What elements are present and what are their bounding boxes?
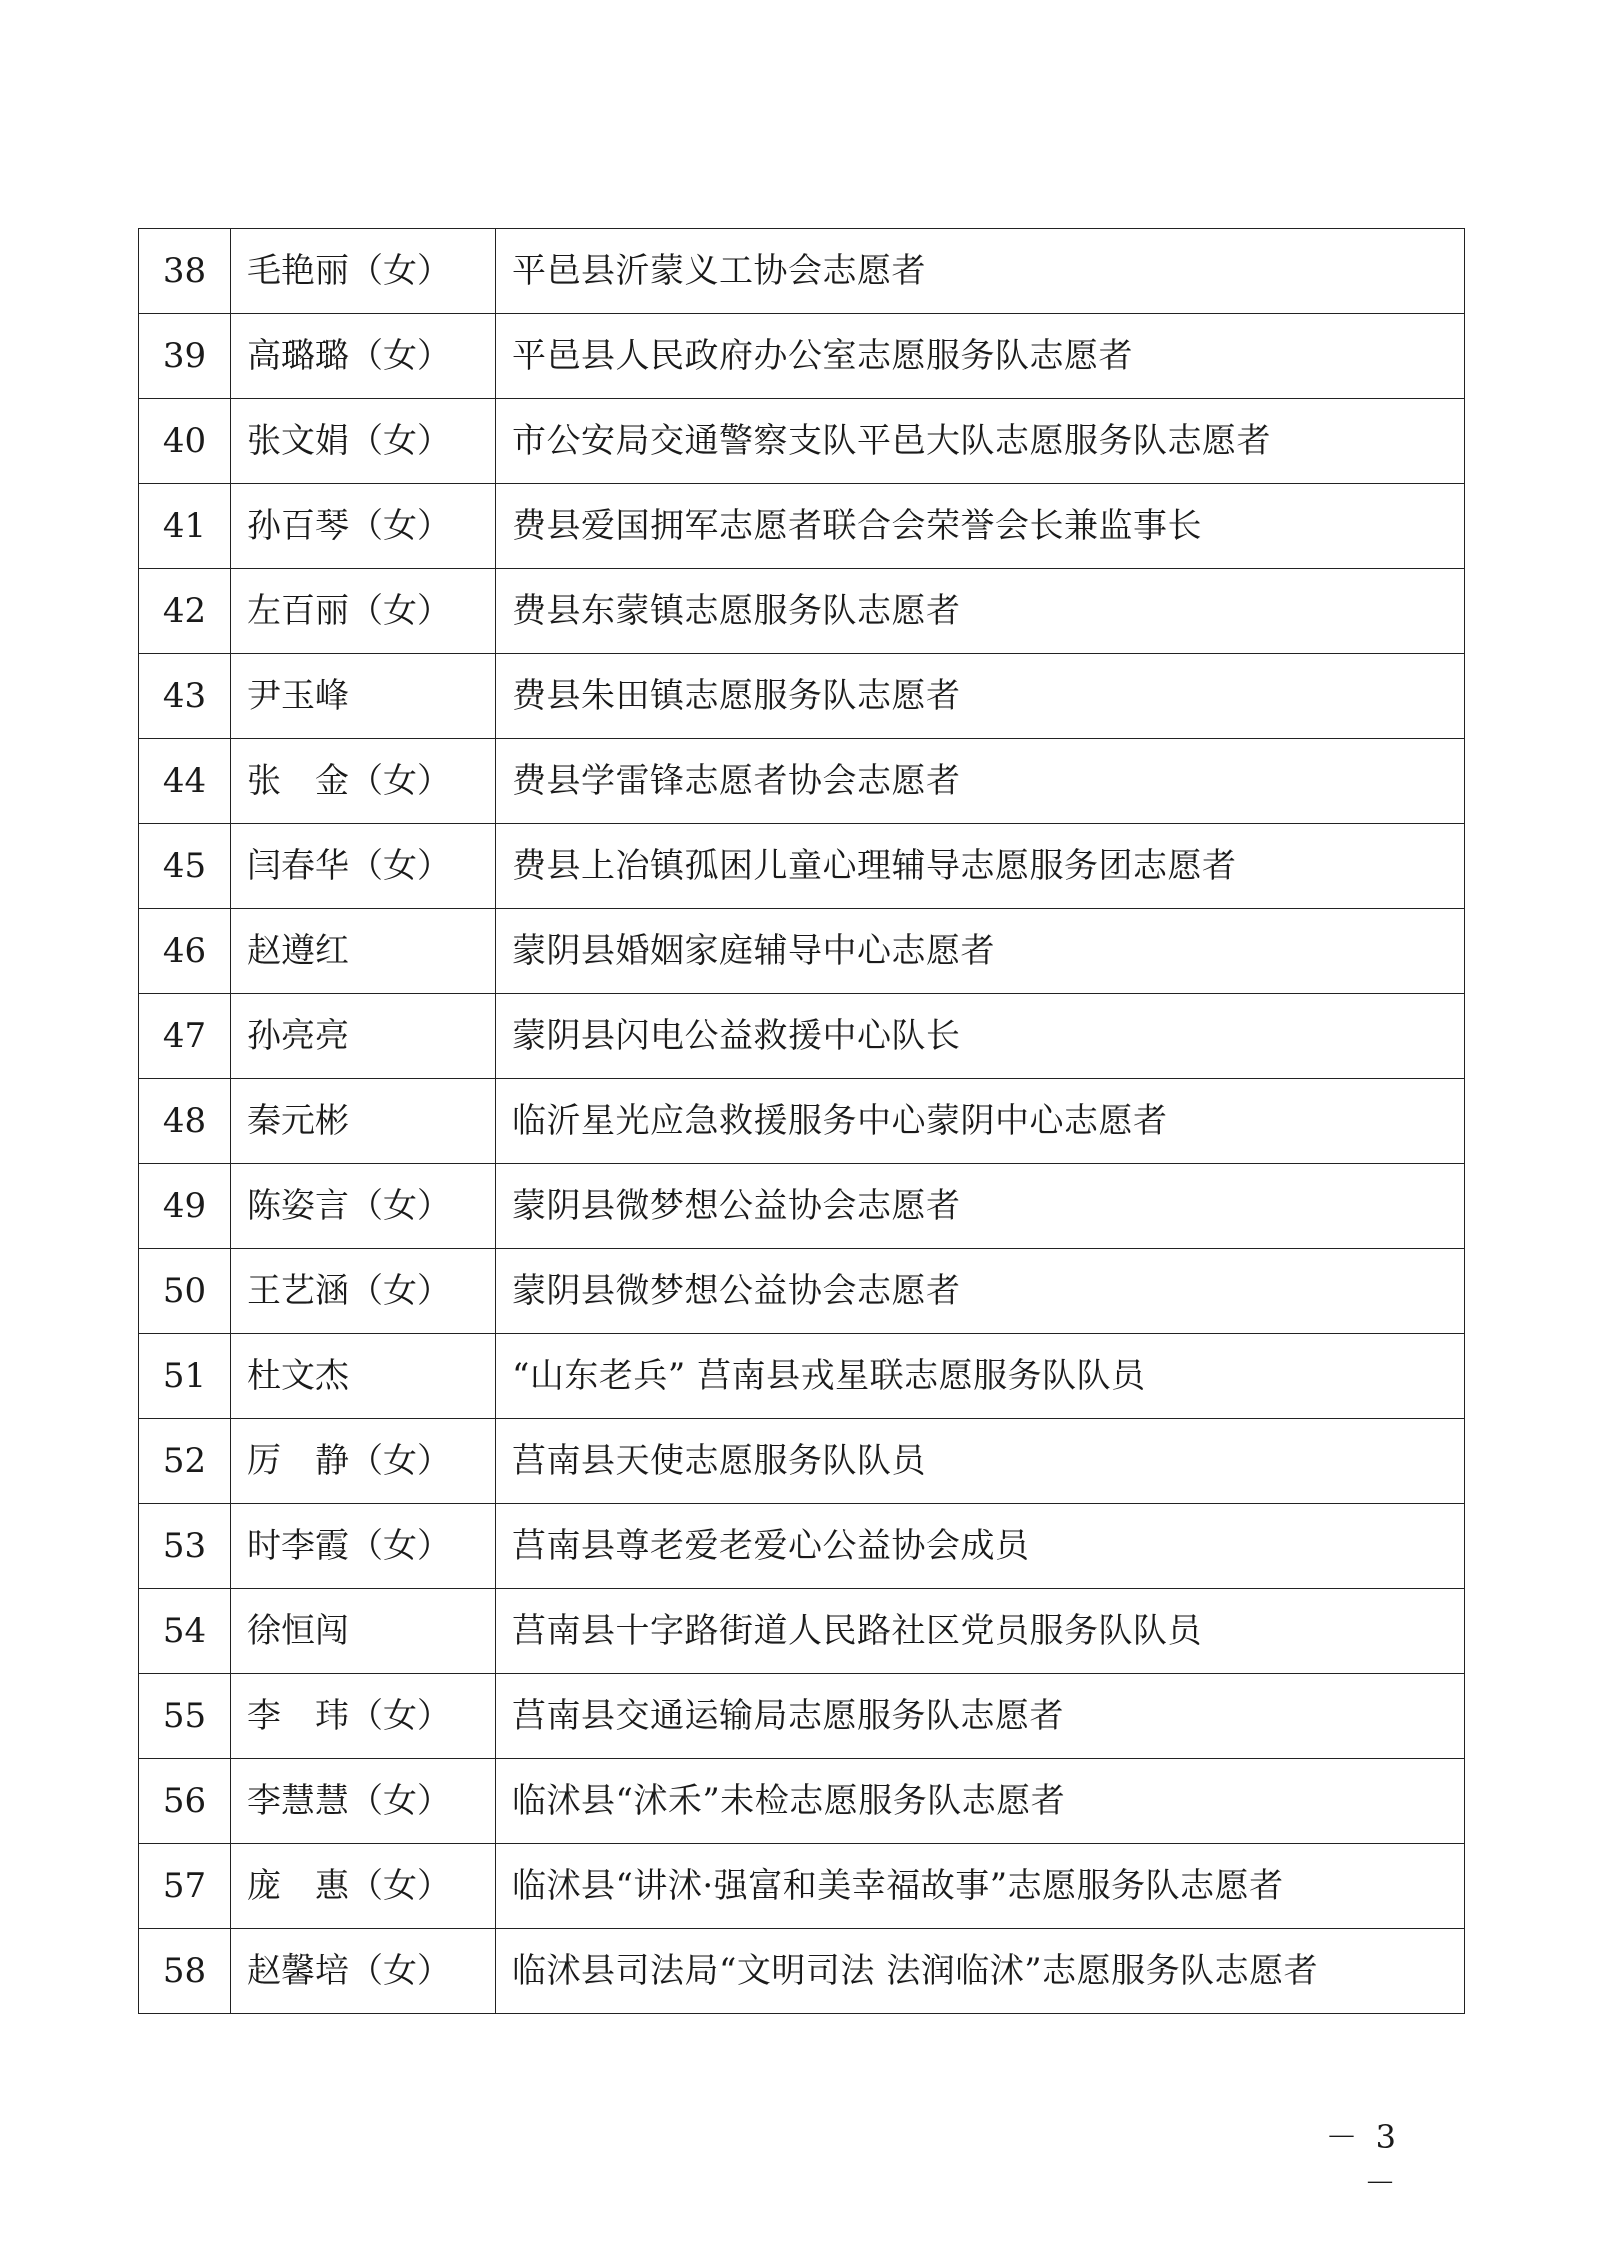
volunteer-name: 时李霞（女） bbox=[231, 1504, 496, 1589]
volunteer-name: 厉 静（女） bbox=[231, 1419, 496, 1504]
volunteer-name: 秦元彬 bbox=[231, 1079, 496, 1164]
table-row bbox=[139, 1504, 1465, 1589]
table-row bbox=[139, 569, 1465, 654]
table-row bbox=[139, 399, 1465, 484]
table-row bbox=[139, 1844, 1465, 1929]
row-number: 50 bbox=[139, 1249, 231, 1334]
volunteer-organization: 蒙阴县闪电公益救援中心队长 bbox=[496, 994, 1465, 1079]
table-row bbox=[139, 1674, 1465, 1759]
table-row bbox=[139, 1929, 1465, 2014]
table-row bbox=[139, 909, 1465, 994]
row-number: 45 bbox=[139, 824, 231, 909]
volunteer-organization: 临沭县“沭禾”未检志愿服务队志愿者 bbox=[496, 1759, 1465, 1844]
volunteer-organization: 费县东蒙镇志愿服务队志愿者 bbox=[496, 569, 1465, 654]
volunteer-organization: 莒南县十字路街道人民路社区党员服务队队员 bbox=[496, 1589, 1465, 1674]
volunteer-name: 高璐璐（女） bbox=[231, 314, 496, 399]
volunteer-name: 庞 惠（女） bbox=[231, 1844, 496, 1929]
row-number: 41 bbox=[139, 484, 231, 569]
table-row bbox=[139, 1589, 1465, 1674]
volunteer-name: 陈姿言（女） bbox=[231, 1164, 496, 1249]
volunteer-name: 王艺涵（女） bbox=[231, 1249, 496, 1334]
row-number: 49 bbox=[139, 1164, 231, 1249]
roster-body bbox=[139, 229, 1465, 2014]
row-number: 54 bbox=[139, 1589, 231, 1674]
row-number: 43 bbox=[139, 654, 231, 739]
row-number: 53 bbox=[139, 1504, 231, 1589]
table-row bbox=[139, 739, 1465, 824]
row-number: 57 bbox=[139, 1844, 231, 1929]
table-row bbox=[139, 1334, 1465, 1419]
row-number: 46 bbox=[139, 909, 231, 994]
volunteer-organization: 蒙阴县微梦想公益协会志愿者 bbox=[496, 1164, 1465, 1249]
row-number: 55 bbox=[139, 1674, 231, 1759]
row-number: 51 bbox=[139, 1334, 231, 1419]
page-number: － 3 － bbox=[1325, 2118, 1400, 2202]
volunteer-name: 徐恒闯 bbox=[231, 1589, 496, 1674]
row-number: 38 bbox=[139, 229, 231, 314]
volunteer-organization: 莒南县交通运输局志愿服务队志愿者 bbox=[496, 1674, 1465, 1759]
row-number: 58 bbox=[139, 1929, 231, 2014]
table-row bbox=[139, 654, 1465, 739]
volunteer-organization: 平邑县沂蒙义工协会志愿者 bbox=[496, 229, 1465, 314]
row-number: 52 bbox=[139, 1419, 231, 1504]
row-number: 40 bbox=[139, 399, 231, 484]
volunteer-organization: 蒙阴县微梦想公益协会志愿者 bbox=[496, 1249, 1465, 1334]
volunteer-organization: 莒南县天使志愿服务队队员 bbox=[496, 1419, 1465, 1504]
row-number: 39 bbox=[139, 314, 231, 399]
volunteer-name: 左百丽（女） bbox=[231, 569, 496, 654]
volunteer-organization: 费县上冶镇孤困儿童心理辅导志愿服务团志愿者 bbox=[496, 824, 1465, 909]
volunteer-name: 杜文杰 bbox=[231, 1334, 496, 1419]
table-row bbox=[139, 1164, 1465, 1249]
table-row bbox=[139, 1419, 1465, 1504]
table-row bbox=[139, 1079, 1465, 1164]
volunteer-organization: 蒙阴县婚姻家庭辅导中心志愿者 bbox=[496, 909, 1465, 994]
table-row bbox=[139, 1759, 1465, 1844]
volunteer-name: 闫春华（女） bbox=[231, 824, 496, 909]
volunteer-name: 毛艳丽（女） bbox=[231, 229, 496, 314]
volunteer-organization: 市公安局交通警察支队平邑大队志愿服务队志愿者 bbox=[496, 399, 1465, 484]
volunteer-name: 赵馨培（女） bbox=[231, 1929, 496, 2014]
volunteer-organization: 临沭县“讲沭·强富和美幸福故事”志愿服务队志愿者 bbox=[496, 1844, 1465, 1929]
row-number: 56 bbox=[139, 1759, 231, 1844]
table-row bbox=[139, 314, 1465, 399]
volunteer-name: 张 金（女） bbox=[231, 739, 496, 824]
volunteer-organization: 莒南县尊老爱老爱心公益协会成员 bbox=[496, 1504, 1465, 1589]
volunteer-name: 张文娟（女） bbox=[231, 399, 496, 484]
volunteer-name: 孙百琴（女） bbox=[231, 484, 496, 569]
table-row bbox=[139, 1249, 1465, 1334]
volunteer-name: 孙亮亮 bbox=[231, 994, 496, 1079]
volunteer-name: 李慧慧（女） bbox=[231, 1759, 496, 1844]
volunteer-organization: 费县爱国拥军志愿者联合会荣誉会长兼监事长 bbox=[496, 484, 1465, 569]
volunteer-organization: “山东老兵” 莒南县戎星联志愿服务队队员 bbox=[496, 1334, 1465, 1419]
row-number: 44 bbox=[139, 739, 231, 824]
volunteer-name: 李 玮（女） bbox=[231, 1674, 496, 1759]
volunteer-name: 尹玉峰 bbox=[231, 654, 496, 739]
volunteer-organization: 费县学雷锋志愿者协会志愿者 bbox=[496, 739, 1465, 824]
volunteer-name: 赵遵红 bbox=[231, 909, 496, 994]
volunteer-organization: 费县朱田镇志愿服务队志愿者 bbox=[496, 654, 1465, 739]
volunteer-organization: 临沂星光应急救援服务中心蒙阴中心志愿者 bbox=[496, 1079, 1465, 1164]
table-row bbox=[139, 484, 1465, 569]
table-row bbox=[139, 994, 1465, 1079]
volunteer-organization: 临沭县司法局“文明司法 法润临沭”志愿服务队志愿者 bbox=[496, 1929, 1465, 2014]
volunteer-organization: 平邑县人民政府办公室志愿服务队志愿者 bbox=[496, 314, 1465, 399]
table-row bbox=[139, 229, 1465, 314]
row-number: 48 bbox=[139, 1079, 231, 1164]
volunteer-roster-table bbox=[138, 228, 1465, 2014]
row-number: 47 bbox=[139, 994, 231, 1079]
table-row bbox=[139, 824, 1465, 909]
row-number: 42 bbox=[139, 569, 231, 654]
